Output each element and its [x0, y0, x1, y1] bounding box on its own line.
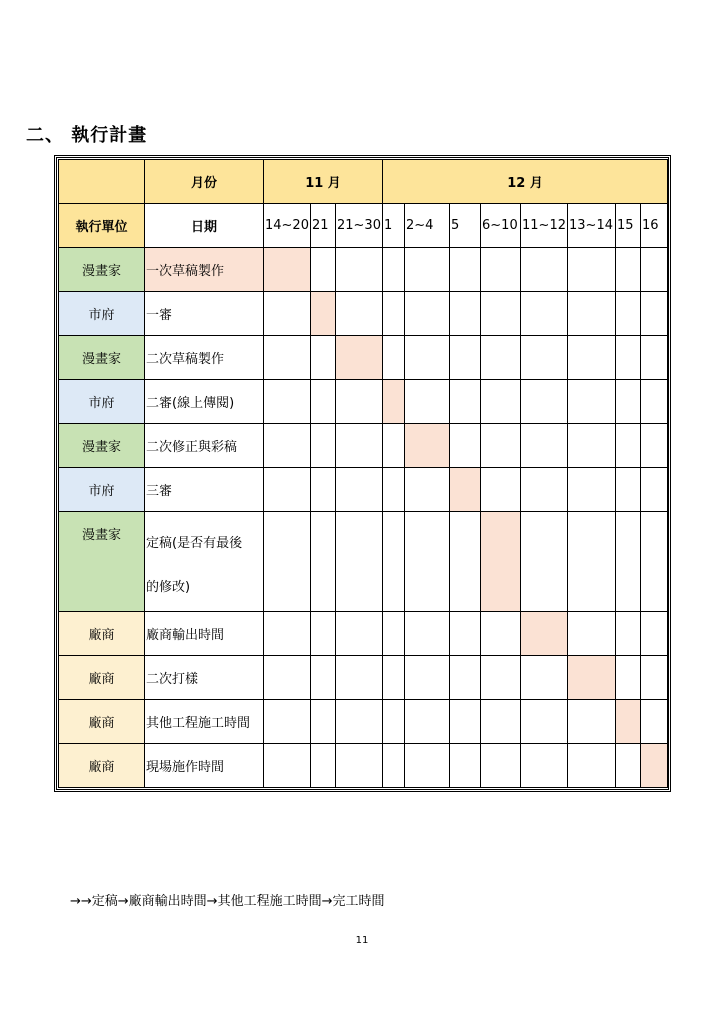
unit-cell: 漫畫家 — [59, 512, 145, 612]
task-cell: 一審 — [145, 292, 264, 336]
table-row — [59, 424, 668, 468]
date-cell: 6~10 — [481, 204, 521, 248]
date-cell: 5 — [450, 204, 481, 248]
task-cell: 現場施作時間 — [145, 744, 264, 788]
schedule-table — [58, 159, 668, 788]
date-cell: 1 — [383, 204, 405, 248]
table-row — [59, 336, 668, 380]
schedule-cell-highlight — [450, 468, 481, 512]
table-row — [59, 656, 668, 700]
table-row — [59, 512, 668, 612]
unit-header-label: 執行單位 — [59, 204, 145, 248]
schedule-cell-highlight — [568, 656, 616, 700]
month-header-row — [59, 160, 668, 204]
task-cell: 二次草稿製作 — [145, 336, 264, 380]
date-header-label: 日期 — [145, 204, 264, 248]
date-cell: 2~4 — [405, 204, 450, 248]
date-cell: 14~20 — [264, 204, 311, 248]
unit-cell: 漫畫家 — [59, 424, 145, 468]
task-cell — [145, 512, 264, 612]
table-row — [59, 248, 668, 292]
table-row — [59, 700, 668, 744]
task-cell: 其他工程施工時間 — [145, 700, 264, 744]
table-row — [59, 612, 668, 656]
unit-cell: 廠商 — [59, 656, 145, 700]
footer-flow-text: →→定稿→廠商輸出時間→其他工程施工時間→完工時間 — [70, 894, 385, 909]
task-cell: 二次打樣 — [145, 656, 264, 700]
month-header-label: 月份 — [145, 160, 264, 204]
date-cell: 21 — [311, 204, 336, 248]
table-row — [59, 380, 668, 424]
unit-cell: 廠商 — [59, 612, 145, 656]
date-cell: 11~12 — [521, 204, 568, 248]
date-cell: 21~30 — [336, 204, 383, 248]
schedule-cell-highlight — [616, 700, 641, 744]
date-cell: 13~14 — [568, 204, 616, 248]
schedule-cell-highlight — [311, 292, 336, 336]
task-line: 的修改) — [146, 580, 191, 595]
schedule-cell-highlight — [521, 612, 568, 656]
date-cell: 16 — [641, 204, 668, 248]
unit-cell: 市府 — [59, 468, 145, 512]
schedule-cell-highlight — [383, 380, 405, 424]
task-cell: 二審(線上傳閱) — [145, 380, 264, 424]
table-row — [59, 468, 668, 512]
date-cell: 15 — [616, 204, 641, 248]
schedule-cell-highlight — [336, 336, 383, 380]
unit-cell: 漫畫家 — [59, 248, 145, 292]
task-cell: 一次草稿製作 — [145, 248, 264, 292]
unit-cell: 市府 — [59, 380, 145, 424]
date-header-row — [59, 204, 668, 248]
task-cell: 二次修正與彩稿 — [145, 424, 264, 468]
schedule-table-frame — [54, 155, 671, 792]
unit-cell: 市府 — [59, 292, 145, 336]
schedule-cell-highlight — [264, 248, 311, 292]
schedule-cell-highlight — [641, 744, 668, 788]
task-cell: 三審 — [145, 468, 264, 512]
table-row — [59, 292, 668, 336]
month-nov: 11 月 — [264, 160, 383, 204]
unit-cell: 漫畫家 — [59, 336, 145, 380]
month-dec: 12 月 — [383, 160, 668, 204]
schedule-cell-highlight — [405, 424, 450, 468]
unit-cell: 廠商 — [59, 700, 145, 744]
corner-cell — [59, 160, 145, 204]
section-heading: 二、 執行計畫 — [26, 125, 148, 146]
table-row — [59, 744, 668, 788]
page-number: 11 — [355, 935, 369, 946]
task-line: 定稿(是否有最後 — [146, 536, 243, 551]
task-cell: 廠商輸出時間 — [145, 612, 264, 656]
schedule-cell-highlight — [481, 512, 521, 612]
unit-cell: 廠商 — [59, 744, 145, 788]
